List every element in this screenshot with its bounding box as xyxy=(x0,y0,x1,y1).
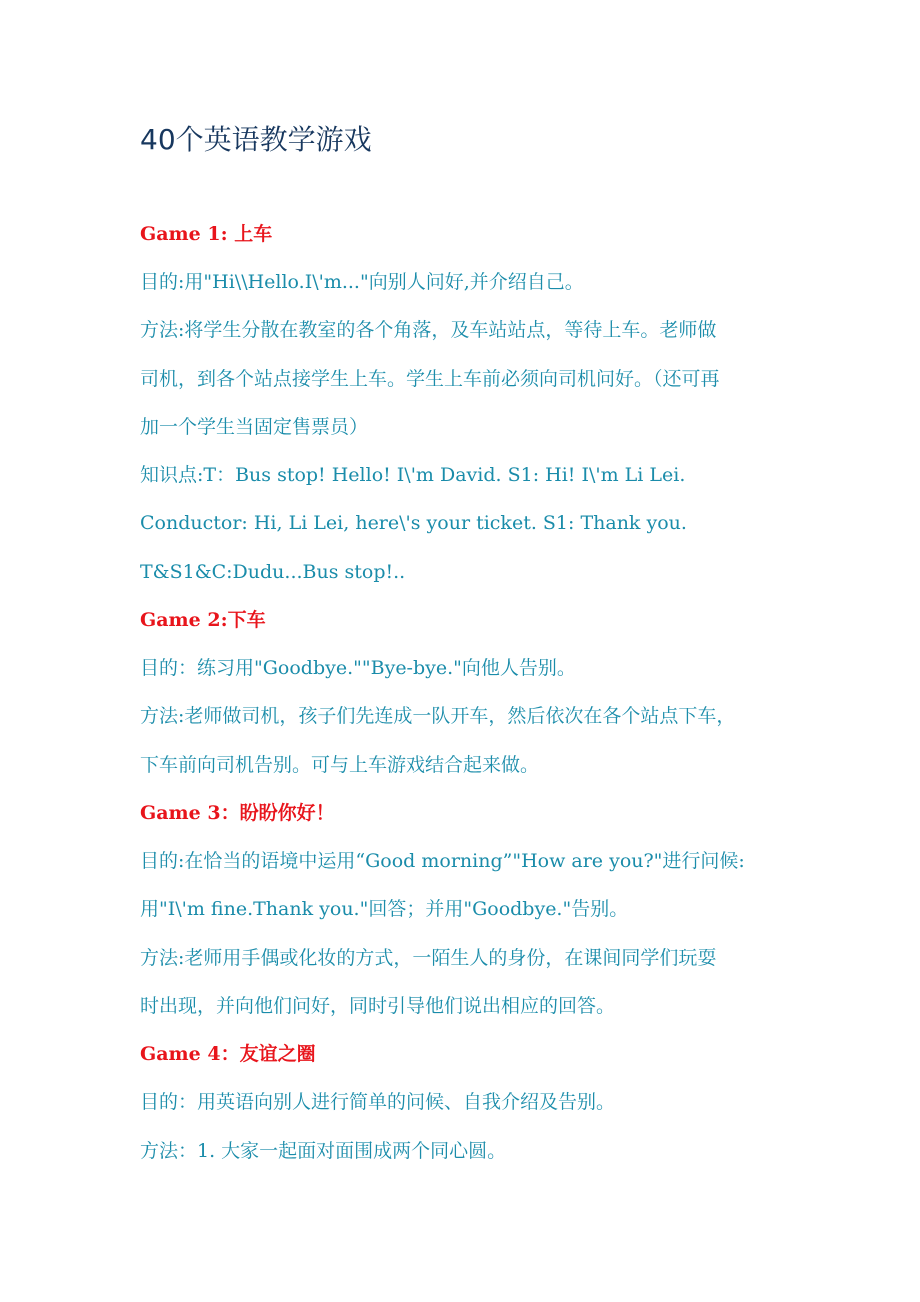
paragraph-line: 方法：1. 大家一起面对面围成两个同心圆。 xyxy=(140,1140,507,1162)
paragraph-line: 目的：练习用"Goodbye.""Bye-bye."向他人告别。 xyxy=(140,657,576,679)
paragraph-line: 目的:用"Hi\\Hello.I\'m..."向别人问好,并介绍自己。 xyxy=(140,271,584,293)
paragraph-line: 目的:在恰当的语境中运用“Good morning”"How are you?"进行问候: xyxy=(140,850,745,872)
paragraph-line: 加一个学生当固定售票员） xyxy=(140,416,369,438)
paragraph-line: 下车前向司机告别。可与上车游戏结合起来做。 xyxy=(140,754,540,776)
paragraph-line: 方法:老师做司机，孩子们先连成一队开车，然后依次在各个站点下车， xyxy=(140,705,736,727)
paragraph-line: T&S1&C:Dudu...Bus stop!.. xyxy=(140,561,406,583)
game-heading: Game 1: 上车 xyxy=(140,223,273,245)
paragraph-line: 目的：用英语向别人进行简单的问候、自我介绍及告别。 xyxy=(140,1091,616,1113)
paragraph-line: 用"I\'m fine.Thank you."回答；并用"Goodbye."告别。 xyxy=(140,898,629,920)
paragraph-line: Conductor: Hi, Li Lei, here\'s your ticket. S1: Thank you. xyxy=(140,512,687,534)
game-heading: Game 3：盼盼你好！ xyxy=(140,802,335,824)
game-heading: Game 4：友谊之圈 xyxy=(140,1043,316,1065)
paragraph-line: 方法:老师用手偶或化妆的方式，一陌生人的身份，在课间同学们玩耍 xyxy=(140,947,717,969)
game-heading: Game 2:下车 xyxy=(140,609,266,631)
paragraph-line: 方法:将学生分散在教室的各个角落，及车站站点，等待上车。老师做 xyxy=(140,319,717,341)
paragraph-line: 时出现，并向他们问好，同时引导他们说出相应的回答。 xyxy=(140,995,616,1017)
paragraph-line: 知识点:T：Bus stop! Hello! I\'m David. S1: Hi! I\'m Li Lei. xyxy=(140,464,686,486)
document-title: 40个英语教学游戏 xyxy=(140,123,372,156)
paragraph-line: 司机，到各个站点接学生上车。学生上车前必须向司机问好。（还可再 xyxy=(140,368,720,390)
